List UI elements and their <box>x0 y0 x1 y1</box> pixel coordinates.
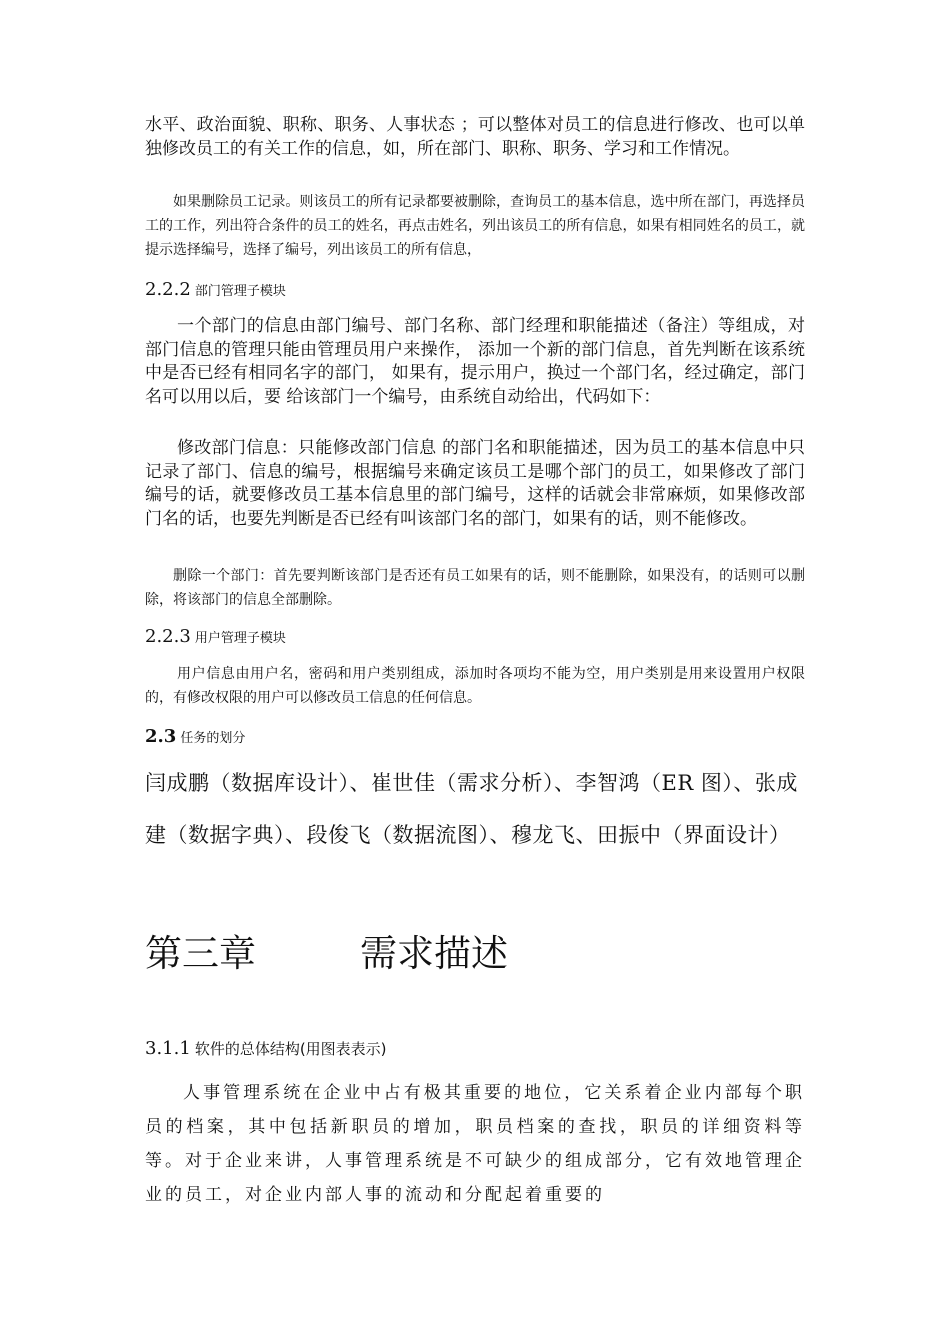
chapter-heading <box>145 932 805 976</box>
section-heading-2-2-3 <box>145 627 805 649</box>
paragraph-dept-add: 一个部门的信息由部门编号、部门名称、部门经理和职能描述（备注）等组成，对部门信息的管理只能由管理员用户来操作， 添加一个新的部门信息，首先判断在该系统中是否已经有相同名字的部门， 如果有，提示用户，换过一个部门名，经过确定，部门名可以用以后，要 给该部门一个编号，由系统自动给出，代码如下： <box>145 316 805 407</box>
section-title: 用户管理子模块 <box>194 631 286 646</box>
chapter-label: 第三章 <box>145 932 256 975</box>
paragraph-employee-modify: 水平、政治面貌、职称、职务、人事状态 ；可以整体对员工的信息进行修改、也可以单独修改员工的有关工作的信息，如，所在部门、职称、职务、学习和工作情况。 <box>145 115 805 159</box>
paragraph-system-overview: 人事管理系统在企业中占有极其重要的地位，它关系着企业内部每个职员的档案，其中包括新职员的增加，职员档案的查找，职员的详细资料等等。对于企业来讲，人事管理系统是不可缺少的组成部分，它有效地管理企业的员工，对企业内部人事的流动和分配起着重要的 <box>145 1083 805 1205</box>
section-number: 2.2.2 <box>145 279 191 300</box>
paragraph-employee-delete: 如果删除员工记录。则该员工的所有记录都要被删除，查询员工的基本信息，选中所在部门，再选择员工的工作，列出符合条件的员工的姓名，再点击姓名，列出该员工的所有信息，如果有相同姓名的员工，就提示选择编号，选择了编号，列出该员工的所有信息， <box>145 194 805 258</box>
paragraph-user-info: 用户信息由用户名，密码和用户类别组成，添加时各项均不能为空，用户类别是用来设置用户权限的，有修改权限的用户可以修改员工信息的任何信息。 <box>145 666 805 706</box>
section-title: 软件的总体结构(用图表表示) <box>194 1040 387 1058</box>
section-heading-2-2-2 <box>145 280 805 302</box>
section-title: 任务的划分 <box>180 731 246 746</box>
section-number: 2.2.3 <box>145 626 191 647</box>
section-number: 2.3 <box>145 726 177 747</box>
section-title: 部门管理子模块 <box>194 284 286 299</box>
section-heading-3-1-1 <box>145 1038 805 1060</box>
paragraph-dept-modify: 修改部门信息：只能修改部门信息 的部门名和职能描述，因为员工的基本信息中只记录了部门、信息的编号，根据编号来确定该员工是哪个部门的员工，如果修改了部门编号的话，就要修改员工基本信息里的部门编号，这样的话就会非常麻烦，如果修改部门名的话，也要先判断是否已经有叫该部门名的部门，如果有的话，则不能修改。 <box>145 438 805 529</box>
paragraph-task-division: 闫成鹏（数据库设计）、崔世佳（需求分析）、李智鸿（ER 图）、张成建（数据字典）、段俊飞（数据流图）、穆龙飞、田振中（界面设计） <box>145 771 798 847</box>
section-number: 3.1.1 <box>145 1038 191 1059</box>
section-heading-2-3 <box>145 727 805 749</box>
paragraph-dept-delete: 删除一个部门：首先要判断该部门是否还有员工如果有的话，则不能删除，如果没有，的话则可以删除，将该部门的信息全部删除。 <box>145 568 805 608</box>
chapter-title: 需求描述 <box>360 932 508 975</box>
